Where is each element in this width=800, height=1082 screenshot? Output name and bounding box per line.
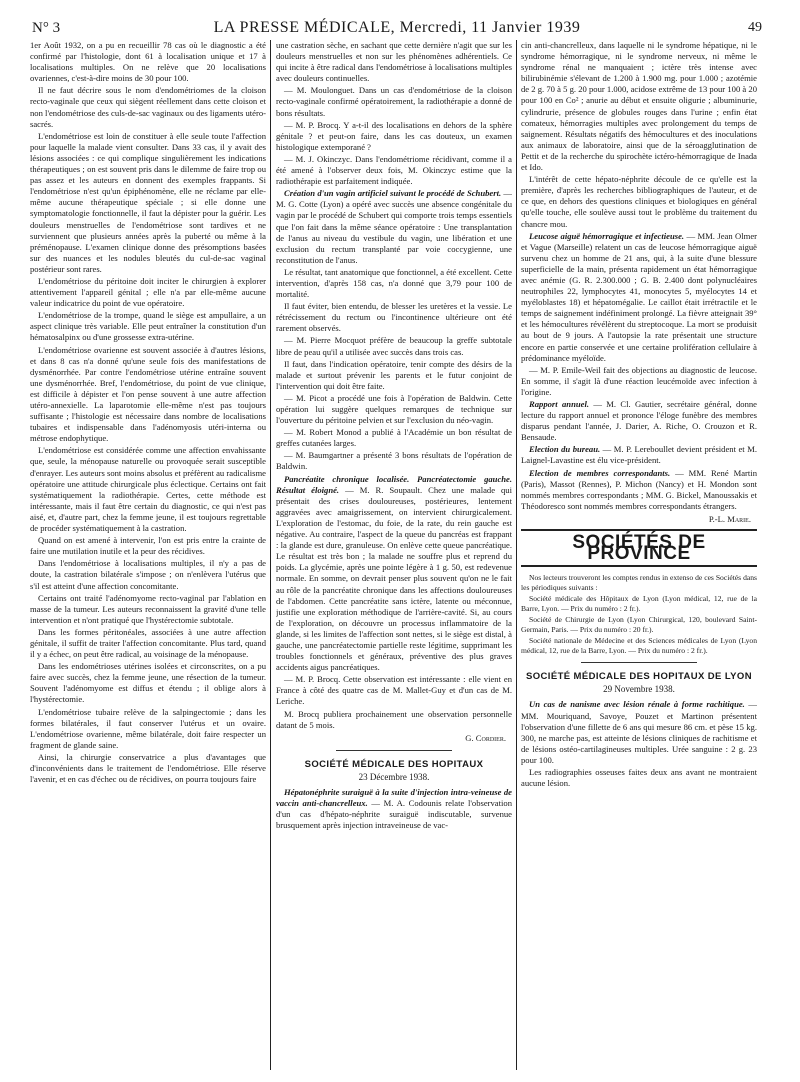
readers-note: Nos lecteurs trouveront les comptes rendus in extenso de ces Sociétés dans les périodiques suivants : <box>521 573 757 593</box>
discussion-picot: — M. Picot a procédé une fois à l'opération de Baldwin. Cette opération lui suggère quelques remarques de technique sur l'ouverture du péritoine pelvien et sur l'exclusion du néo-vagin. <box>276 392 512 426</box>
discussion-okinczyc: — M. J. Okinczyc. Dans l'endométriome récidivant, comme il a été amené à l'observer deux fois, M. Okinczyc estime que la radiothérapie est parfaitement indiquée. <box>276 153 512 187</box>
page-number: 49 <box>748 20 762 35</box>
paragraph: L'endométriose ovarienne est souvent associée à d'autres lésions, et dans 8 cas n'a donné qu'une seule fois des manifestations de dysménorrhée. Par contre l'endométriose utérine entraîne souvent une dysménorrhée. Bref, l'endométriose, du point de vue clinique, est difficile à dépister et l'on pense souvent à une autre affection utéro-annexielle. La laparotomie elle-même n'est pas toujours suffisante ; l'histologie est nécessaire dans nombre de localisations tubaires et indispensable dans l'adénomyosis utéri-interna ou métrose endophytique. <box>30 344 266 444</box>
discussion-brocq-2: — M. P. Brocq. Cette observation est intéressante : elle vient en France à côté des quatre cas de M. Mallet-Guy et d'un cas de M. Leriche. <box>276 674 512 707</box>
article-title: Election du bureau. <box>529 444 601 455</box>
paragraph: Il ne faut décrire sous le nom d'endométriomes de la cloison recto-vaginale que ceux qui siègent réellement dans cette cloison et non l'endométriose des culs-de-sac vaginaux ou des ligaments utéro-sacrés. <box>30 85 266 129</box>
paragraph: Dans les endométrioses utérines isolées et circonscrites, on a pu faire avec succès, chez la femme jeune, une résection de la tumeur. Souvent l'adénomyome est diffus et étendu ; il oblige alors à l'hystérectomie. <box>30 661 266 705</box>
section-heading: SOCIÉTÉ MÉDICALE DES HOPITAUX DE LYON <box>526 671 752 683</box>
paragraph: L'endométriose est considérée comme une affection envahissante que, seule, la ménopause naturelle ou provoquée serait susceptible d'enrayer. Les auteurs sont moins absolus et préfèrent au radicalisme opératoire une attitude chirurgicale plus éclectique. Certains ont fait systématiquement la radiothérapie. Certes, cette méthode est intéressante, mais il faut être certain du diagnostic, ce qui n'est pas aisé, et, d'autre part, chez la femme jeune, il est toujours regrettable de procéder systématiquement à la castration. <box>30 445 266 534</box>
society-listing: Société nationale de Médecine et des Sciences médicales de Lyon (Lyon médical, 12, rue de la Barre, Lyon. — Prix du numéro : 2 fr.). <box>521 636 757 656</box>
article-text: — M. R. Soupault. Chez une malade qui présentait des crises douloureuses, postérieures, lentement aggravées avec amaigrissement, on intervient chirurgicalement. L'exploration de l'estomac, du foie, de la rate, du rein gauche est négative. Au contraire, l'aspect de la queue du pancréas est frappant : la glande est dure, granuleuse. On enlève cette queue pancréatique. Le résultat est très bon ; la malade ne souffre plus et reprend du poids. La glycémie, après une pointe légère à 1 g. 50, est redevenue normale. En somme, on devrait penser plus souvent qu'on ne le fait au rôle de la pancréatite chronique dans les affections douloureuses de l'abdomen. Cette pancréatite sans ictère, latente ou méconnue, justifie une exploration méthodique de l'arrière-cavité. Si, au cours de l'exploration, on découvre un processus inflammatoire de la glande, si les limites de l'affection sont nettes, si le siège est distal, à gauche, une pancréatectomie partielle reste légitime, supprimant les troubles fonctionnels et généraux, préventive des plus graves accidents aigus pancréatiques. <box>276 484 512 673</box>
article-vagin <box>276 188 512 266</box>
article-title: Leucose aiguë hémorragique et infectieuse. <box>529 230 685 241</box>
society-listing: Société de Chirurgie de Lyon (Lyon Chirurgical, 120, boulevard Saint-Germain, Paris. — Prix du numéro : 20 fr.). <box>521 615 757 635</box>
article-title: Election de membres correspondants. <box>529 467 671 478</box>
article-title: Création d'un vagin artificiel suivant le procédé de Schubert. <box>284 188 502 199</box>
discussion-weil: — M. P. Emile-Weil fait des objections au diagnostic de leucose. En somme, il s'agit là d'une réaction leucémoïde avec infection à l'origine. <box>521 364 757 397</box>
paragraph: L'endométriose est loin de constituer à elle seule toute l'affection pour laquelle la malade vient consulter. Dans 33 cas, il y avait des lésions associées : ce qui complique singulièrement les indications thérapeutiques ; on est souvent pris dans le dilemme de faire trop ou pas assez et les auteurs en donnent des exemples frappants. Si l'endométriose n'est qu'un épiphénomène, elle ne réclame par elle-même aucune thérapeutique spéciale ; si elle donne une symptomatologie fonctionnelle, il faut la dépister pour la guérir. Les douleurs menstruelles de l'endométriose sont tardives et ne surviennent que plusieurs années après la puberté ou même à la préménopause. L'examen clinique donne des présomptions basées sur des nuances et les nodules bleutés du cul-de-sac vaginal postérieur sont rares. <box>30 130 266 274</box>
column-3 <box>521 40 757 1072</box>
article-correspondants <box>521 468 757 512</box>
discussion-monod: — M. Robert Monod a publié à l'Académie un bon résultat de greffes cutanées larges. <box>276 427 512 449</box>
paragraph: cin anti-chancrelleux, dans laquelle ni le syndrome hépatique, ni le syndrome hémorragique, ni le syndrome nerveux, ni même le syndrome rénal ne manquaient ; ictère très intense avec bilirubinémie s'élevant de 1.200 à 1.900 mg. pour 1.000 ; azotémie de 2 g. 70 à 5 g. 20 pour 1.000, acidose extrême de 13 pour 100 à 20 pour 100 en Co² ; anurie au début et ensuite oligurie ; albuminurie, cylindrurie, présence de globules rouges dans l'urine ; enfin état comateux, hémorragies multiples avec prolongement du temps de saignement. Résultats négatifs des hémocultures et des inoculations aux animaux de laboratoire, ainsi que de la séroagglutination de Pettit et de la recherche du spirochète ictéro-hémorragique de Inada et Ido. <box>521 40 757 173</box>
article-title: Rapport annuel. <box>529 399 589 409</box>
column-divider <box>270 40 271 1070</box>
article-title: Un cas de nanisme avec lésion rénale à forme rachitique. <box>529 699 745 710</box>
author-signature: G. Cordier. <box>465 732 506 743</box>
article-text: — M. P. Lereboullet devient président et M. Laignel-Lavastine est élu vice-président. <box>521 444 757 466</box>
article-hepatonephrite <box>276 787 512 831</box>
discussion-brocq: — M. P. Brocq. Y a-t-il des localisations en dehors de la sphère génitale ? et peut-on faire, dans les cas douteux, un examen histologique extemporané ? <box>276 119 512 152</box>
paragraph: une castration sèche, en sachant que cette dernière n'agit que sur les douleurs menstruelles et non sur les phénomènes adhérentiels. Ce qui incite à être radical dans l'endométriose à localisations multiples avec douleurs continuelles. <box>276 40 512 84</box>
discussion-moulonguet: — M. Moulonguet. Dans un cas d'endométriose de la cloison recto-vaginale confirmé opératoirement, la radiothérapie a donné de bons résultats. <box>276 85 512 118</box>
paragraph: L'endométriose tubaire relève de la salpingectomie ; dans les formes bilatérales, il faut conserver l'utérus et un ovaire. L'endométriose ovarienne, même bilatérale, doit faire respecter un fragment de glande saine. <box>30 706 266 750</box>
paragraph: 1er Août 1932, on a pu en recueillir 78 cas où le diagnostic a été confirmé par l'histologie, dont 61 à localisation unique et 17 à localisations multiples. On ne relève que 20 localisations ovariennes, c'est-à-dire moins de 30 pour 100. <box>30 40 266 84</box>
article-text: — M. Cl. Gautier, secrétaire général, donne lecture du rapport annuel et prononce l'éloge funèbre des membres disparus pendant l'année, J. Darier, A. Riche, O. Crouzon et R. Bensaude. <box>521 399 757 443</box>
article-pancreatite <box>276 474 512 674</box>
article-leucose <box>521 231 757 364</box>
paragraph: L'intérêt de cette hépato-néphrite découle de ce qu'elle est la première, d'après les recherches bibliographiques de l'auteur, et de ce que, en dehors des questions cliniques et biologiques en général qu'elle touche, elle soulève aussi tout le problème du traitement du chancre mou. <box>521 174 757 229</box>
paragraph: L'endométriose de la trompe, quand le siège est ampullaire, a un aspect clinique très variable. Elle peut entraîner la constitution d'un hématosalpinx ou d'une grossesse extra-utérine. <box>30 310 266 343</box>
article-election <box>521 444 757 466</box>
paragraph: Dans l'endométriose à localisations multiples, il n'y a pas de doute, la castration bilatérale s'impose ; on n'enlèvera l'utérus que s'il est atteint d'une affection concomitante. <box>30 558 266 591</box>
societes-province-heading: SOCIÉTÉS DE PROVINCE <box>521 529 757 567</box>
article-rapport <box>521 399 757 443</box>
separator <box>581 662 697 663</box>
article-text: — MM. René Martin (Paris), Massot (Rennes), P. Michon (Nancy) et H. Mondon sont nommés membres correspondants ; MM. G. Bickel, Manoussakis et Théodoresco sont nommés membres correspondants étrangers. <box>521 467 757 511</box>
paragraph: Il faut éviter, bien entendu, de blesser les uretères et la vessie. Le rétrécissement du rectum ou l'incontinence ultérieure ont été rarement observés. <box>276 301 512 334</box>
paragraph: Les radiographies osseuses faites deux ans avant ne montraient aucune lésion. <box>521 766 757 789</box>
column-divider <box>516 40 517 1070</box>
society-listing: Société médicale des Hôpitaux de Lyon (Lyon médical, 12, rue de la Barre, Lyon. — Prix du numéro : 2 fr.). <box>521 594 757 614</box>
paragraph: Certains ont traité l'adénomyome recto-vaginal par l'ablation en masse de la tumeur. Les auteurs reconnaissent la gravité d'une telle intervention et n'ont pratiqué que l'hystérectomie subtotale. <box>30 592 266 625</box>
separator <box>336 750 452 751</box>
author-signature: P.-L. Marie. <box>708 513 751 524</box>
discussion-mocquot: — M. Pierre Mocquot préfère de beaucoup la greffe subtotale libre de peau qu'il a utilisée avec succès dans trois cas. <box>276 335 512 357</box>
paragraph: Il faut, dans l'indication opératoire, tenir compte des désirs de la malade et surtout prévenir les parents et le futur conjoint de l'intervention qui doit être faite. <box>276 358 512 391</box>
paragraph: Dans les formes péritonéales, associées à une autre affection génitale, il suffit de traiter l'affection concomitante. Plus tard, quand il y a échec, on peut être radical, au voisinage de la ménopause. <box>30 626 266 660</box>
journal-title: LA PRESSE MÉDICALE, Mercredi, 11 Janvier 1939 <box>213 19 581 36</box>
paragraph: L'endométriose du péritoine doit inciter le chirurgien à explorer attentivement l'appareil génital ; elle n'a par elle-même aucune valeur indicatrice du point de vue opératoire. <box>30 275 266 309</box>
page-header <box>32 16 762 40</box>
column-2 <box>276 40 512 1072</box>
section-date: 23 Décembre 1938. <box>358 771 430 782</box>
issue-number: N° 3 <box>32 20 61 36</box>
paragraph: Quand on est amené à intervenir, l'on est pris entre la crainte de faire une mutilation inutile et la peur des récidives. <box>30 535 266 557</box>
article-title: Hépatonéphrite suraiguë à la suite d'injection intra-veineuse de vaccin anti-chancrelleux. <box>276 787 512 809</box>
article-nanisme <box>521 699 757 766</box>
article-text: — MM. Mouriquand, Savoye, Pouzet et Martinon présentent l'observation d'une fillette de 6 ans qui mesure 86 cm. et pèse 15 kg. 300, ne marche pas, est atteinte de lésions cliniques de rachitisme et de lésions ostéo-cartilagineuses multiples. Urée sanguine : 2 g. 23 pour 100. <box>521 699 757 765</box>
article-text: — M. G. Cotte (Lyon) a opéré avec succès une absence congénitale du vagin par le procédé de Schubert qui comporte trois temps essentiels que l'on fait dans la même séance opératoire : Une transplantation de l'anus au niveau du vestibule du vagin, une libération et une exclusion du rectum transplanté par voie coccygienne, une reconstitution de l'anus. <box>276 188 512 265</box>
section-date: 29 Novembre 1938. <box>603 684 675 695</box>
paragraph: Ainsi, la chirurgie conservatrice a plus d'avantages que d'inconvénients dans le traitement de l'endométriose. Elle réserve l'avenir, et en cas d'échec ou de récidives, on pourra toujours faire <box>30 751 266 785</box>
column-1 <box>30 40 266 1072</box>
discussion-baumgartner: — M. Baumgartner a présenté 3 bons résultats de l'opération de Baldwin. <box>276 450 512 472</box>
article-text: — M. A. Codounis relate l'observation d'un cas d'hépato-néphrite suraiguë indiscutable, survenue brusquement après injection intraveineuse de vac- <box>276 798 512 831</box>
section-heading: SOCIÉTÉ MÉDICALE DES HOPITAUX <box>304 758 484 770</box>
article-text: — MM. Jean Olmer et Vague (Marseille) relatent un cas de leucose hémorragique aiguë survenu chez un homme de 21 ans, qui, à la suite d'une blessure superficielle de la main, présenta rapidement un état hémorragique avec anémie (G. R. 2.300.000 ; G. B. 2.400 dont polynucléaires neutrophiles 22, lymphocytes 41, monocytes 5, myélocytes 14 et myéloblastes 18) et hépatomégalie. Le caillot était irrétractile et le temps de saignement indéfiniment prolongé. La fièvre atteignait 39° et les hémocultures révélèrent du streptocoque. La mort se produisit au bout de 9 jours. A l'autopsie la rate présentait une structure encore en partie conservée et une certaine prolifération cellulaire à prédominance myéloïde. <box>521 230 757 363</box>
article-title: Pancréatite chronique localisée. Pancréatectomie gauche. Résultat éloigné. <box>276 473 512 495</box>
paragraph: Le résultat, tant anatomique que fonctionnel, a été excellent. Cette intervention, d'après 158 cas, n'a donné que 3,79 pour 100 de mortalité. <box>276 266 512 300</box>
paragraph: M. Brocq publiera prochainement une observation personnelle datant de 5 mois. <box>276 708 512 730</box>
